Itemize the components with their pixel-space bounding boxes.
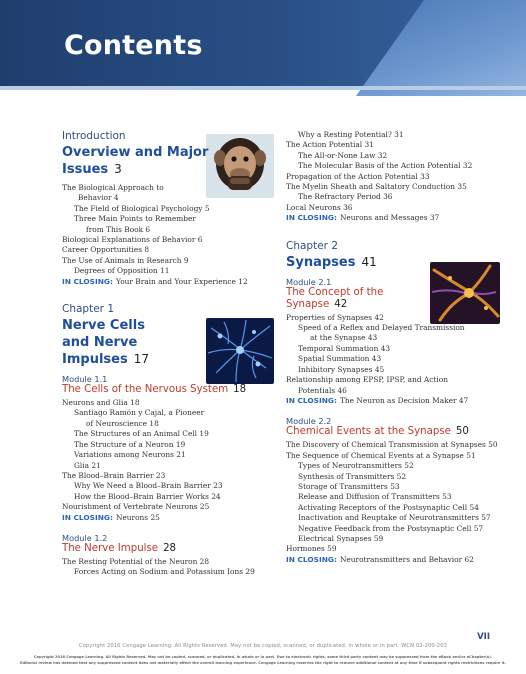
- intro-title-line2: Issues: [62, 162, 109, 177]
- toc-entry[interactable]: Local Neurons 36: [286, 202, 353, 212]
- toc-entry[interactable]: How the Blood–Brain Barrier Works 24: [74, 491, 221, 501]
- toc-entry[interactable]: The Discovery of Chemical Transmission at Synapses 50: [286, 440, 498, 450]
- module-2-1-title-line1: The Concept of the: [286, 286, 384, 298]
- footer-copyright: Copyright 2016 Cengage Learning. All Rights Reserved. May not be copied, scanned, or duplicated, in whole or in part. WCN 02-200-203: [78, 643, 447, 649]
- footer-legal-2: Editorial review has deemed that any suppressed content does not materially affect the overall learning experience. Cengage Learning reserves the right to remove additional content at any time if subsequent rights restrictions require it.: [19, 661, 507, 665]
- toc-entry[interactable]: The Sequence of Chemical Events at a Synapse 51: [286, 450, 476, 460]
- module-1-1-title-text: The Cells of the Nervous System: [62, 384, 229, 396]
- module-2-1-title-line2: Synapse: [286, 298, 330, 310]
- toc-entry[interactable]: Types of Neurotransmitters 52: [298, 461, 414, 471]
- toc-entry[interactable]: Forces Acting on Sodium and Potassium Ions 29: [74, 567, 255, 577]
- module-1-1-entries: [62, 398, 274, 512]
- module-1-1-label: Module 1.1: [62, 374, 108, 385]
- module-2-1-page: 42: [334, 298, 348, 310]
- footer-legal-1: Copyright 2016 Cengage Learning. All Rights Reserved. May not be copied, scanned, or duplicated, in whole or in part. Due to electronic rights, some third party content may be suppressed from the eBook and/or eChapter(s).: [33, 655, 493, 659]
- module-2-2-closing[interactable]: [286, 555, 504, 565]
- toc-entry[interactable]: Nourishment of Vertebrate Neurons 25: [62, 502, 210, 512]
- toc-entry[interactable]: Inactivation and Reuptake of Neurotransmitters 57: [298, 513, 491, 523]
- module-1-2-closing[interactable]: [286, 213, 504, 223]
- intro-page: 3: [114, 162, 122, 176]
- toc-entry[interactable]: The Structure of a Neuron 19: [74, 439, 186, 449]
- toc-entry[interactable]: The Resting Potential of the Neuron 28: [62, 556, 210, 566]
- toc-entry[interactable]: Why We Need a Blood–Brain Barrier 23: [74, 481, 223, 491]
- module-2-1-closing[interactable]: [286, 396, 504, 406]
- toc-entry[interactable]: Speed of a Reflex and Delayed Transmission: [298, 323, 465, 333]
- toc-entry[interactable]: Properties of Synapses 42: [286, 312, 384, 322]
- chapter2-page: 41: [361, 254, 377, 269]
- toc-entry[interactable]: Biological Explanations of Behavior 6: [62, 235, 203, 245]
- toc-entry[interactable]: Relationship among EPSP, IPSP, and Action: [286, 375, 448, 385]
- toc-entry[interactable]: Potentials 46: [298, 385, 347, 395]
- toc-entry[interactable]: Spatial Summation 43: [298, 354, 382, 364]
- page-number: VII: [477, 632, 490, 642]
- header-banner: [0, 0, 526, 96]
- toc-entry[interactable]: Negative Feedback from the Postsynaptic Cell 57: [298, 523, 484, 533]
- toc-entry[interactable]: The Refractory Period 36: [298, 192, 393, 202]
- chapter1-label: Chapter 1: [62, 303, 114, 316]
- toc-entry[interactable]: Variations among Neurons 21: [74, 450, 186, 460]
- module-1-2-entries: [62, 557, 274, 578]
- closing-tag: IN CLOSING:: [286, 395, 337, 405]
- toc-entry[interactable]: Degrees of Opposition 11: [74, 266, 170, 276]
- intro-label: Introduction: [62, 130, 126, 142]
- chapter2-label: Chapter 2: [286, 239, 338, 252]
- toc-entry[interactable]: of Neuroscience 18: [86, 418, 159, 428]
- banner-stripe: [0, 86, 526, 90]
- toc-entry[interactable]: Release and Diffusion of Transmitters 53: [298, 492, 452, 502]
- toc-entry[interactable]: The Use of Animals in Research 9: [62, 255, 189, 265]
- toc-entry[interactable]: Career Opportunities 8: [62, 245, 150, 255]
- toc-entry[interactable]: The Field of Biological Psychology 5: [74, 203, 210, 213]
- module-1-1-title[interactable]: [62, 384, 274, 396]
- closing-text: Neurotransmitters and Behavior 62: [339, 554, 474, 564]
- toc-entry[interactable]: at the Synapse 43: [310, 333, 378, 343]
- toc-entry[interactable]: The Action Potential 31: [286, 140, 374, 150]
- toc-entry[interactable]: The All-or-None Law 32: [298, 150, 388, 160]
- toc-entry[interactable]: Three Main Points to Remember: [74, 214, 196, 224]
- module-1-2-entries-continued: [286, 130, 504, 213]
- module-1-2-page: 28: [163, 542, 177, 554]
- toc-entry[interactable]: Temporal Summation 43: [298, 343, 391, 353]
- toc-entry[interactable]: The Biological Approach to: [62, 183, 164, 192]
- module-1-2-title[interactable]: [62, 543, 274, 555]
- toc-entry[interactable]: Neurons and Glia 18: [62, 398, 140, 408]
- chapter1-page: 17: [133, 352, 149, 367]
- toc-entry[interactable]: The Structures of an Animal Cell 19: [74, 429, 209, 439]
- toc-entry[interactable]: Hormones 59: [286, 544, 337, 554]
- intro-title[interactable]: [62, 144, 274, 178]
- closing-text: The Neuron as Decision Maker 47: [339, 395, 469, 405]
- toc-entry[interactable]: Inhibitory Synapses 45: [298, 364, 385, 374]
- module-2-2-title[interactable]: [286, 426, 504, 438]
- page-title: Contents: [64, 30, 203, 61]
- toc-entry[interactable]: Activating Receptors of the Postsynaptic Cell 54: [298, 502, 479, 512]
- toc-entry[interactable]: Glia 21: [74, 460, 101, 470]
- toc-entry[interactable]: Why a Resting Potential? 31: [298, 130, 404, 139]
- closing-text: Neurons 25: [115, 512, 160, 522]
- toc-right-column: [286, 130, 504, 565]
- chapter1-title[interactable]: [62, 317, 274, 368]
- chapter2-title-text: Synapses: [286, 254, 356, 270]
- module-1-1-closing[interactable]: [62, 513, 274, 523]
- module-2-1-title[interactable]: [286, 287, 504, 311]
- module-1-2-label: Module 1.2: [62, 532, 108, 543]
- toc-entry[interactable]: The Myelin Sheath and Saltatory Conduction 35: [286, 182, 467, 192]
- closing-tag: IN CLOSING:: [286, 554, 337, 564]
- chapter1-title-line2: and Nerve: [62, 335, 138, 351]
- module-1-2-title-text: The Nerve Impulse: [62, 542, 159, 554]
- toc-entry[interactable]: Synthesis of Transmitters 52: [298, 471, 407, 481]
- closing-text: Your Brain and Your Experience 12: [115, 276, 248, 286]
- chapter1-title-line3: Impulses: [62, 352, 128, 368]
- toc-entry[interactable]: Santiago Ramón y Cajal, a Pioneer: [74, 408, 205, 418]
- toc-entry[interactable]: from This Book 6: [86, 224, 151, 234]
- module-2-1-entries: [286, 313, 504, 396]
- module-2-2-entries: [286, 440, 504, 554]
- toc-left-column: [62, 130, 274, 578]
- chapter2-title[interactable]: [286, 254, 504, 271]
- toc-entry[interactable]: The Molecular Basis of the Action Potential 32: [298, 161, 473, 171]
- toc-entry[interactable]: Propagation of the Action Potential 33: [286, 171, 430, 181]
- module-2-2-title-text: Chemical Events at the Synapse: [286, 426, 451, 438]
- chapter1-title-line1: Nerve Cells: [62, 318, 145, 334]
- module-2-1-label: Module 2.1: [286, 276, 332, 287]
- toc-entry[interactable]: Behavior 4: [78, 193, 119, 203]
- intro-closing[interactable]: [62, 277, 274, 287]
- intro-entries: [62, 183, 274, 277]
- module-1-1-page: 18: [233, 384, 247, 396]
- closing-tag: IN CLOSING:: [62, 512, 113, 522]
- intro-title-line1: Overview and Major: [62, 145, 209, 160]
- closing-text: Neurons and Messages 37: [339, 213, 440, 223]
- toc-entry[interactable]: The Blood–Brain Barrier 23: [62, 470, 166, 480]
- module-2-2-label: Module 2.2: [286, 416, 332, 427]
- toc-entry[interactable]: Electrical Synapses 59: [298, 533, 384, 543]
- closing-tag: IN CLOSING:: [62, 276, 113, 286]
- closing-tag: IN CLOSING:: [286, 213, 337, 223]
- toc-entry[interactable]: Storage of Transmitters 53: [298, 481, 400, 491]
- module-2-2-page: 50: [455, 426, 469, 438]
